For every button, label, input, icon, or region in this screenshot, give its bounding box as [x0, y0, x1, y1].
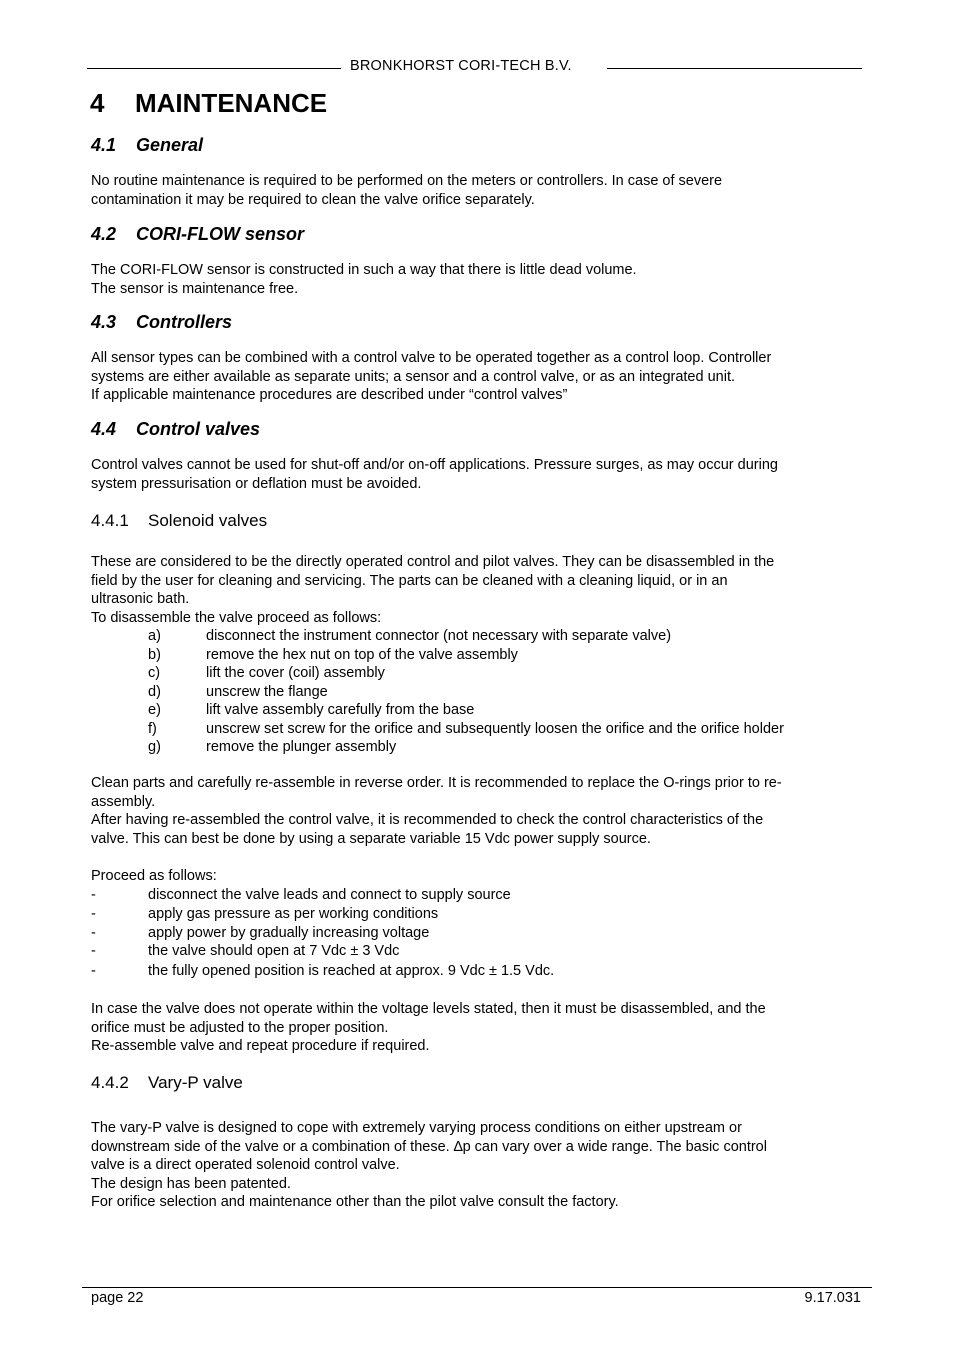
section-number: 4.3: [91, 312, 117, 332]
subsection-number: 4.4.2: [91, 1073, 129, 1092]
list-marker: -: [91, 905, 96, 922]
text-line: All sensor types can be combined with a control valve to be operated together as a control loop. Controller: [91, 350, 772, 366]
list-marker: -: [91, 963, 96, 980]
chapter-title-text: MAINTENANCE: [135, 88, 328, 118]
list-item: [148, 646, 784, 665]
text-line: contamination it may be required to clean the valve orifice separately.: [91, 191, 535, 208]
list-text: disconnect the valve leads and connect to supply source: [148, 887, 511, 903]
text-line: The sensor is maintenance free.: [91, 280, 299, 297]
list-item: [148, 683, 784, 702]
list-item: [148, 720, 784, 739]
subsection-title: Vary-P valve: [148, 1073, 243, 1092]
list-marker: -: [91, 924, 96, 941]
list-item: [148, 664, 784, 683]
list-text: lift valve assembly carefully from the base: [206, 702, 475, 718]
section-controllers-text: [91, 349, 861, 405]
disassembly-steps-list: [148, 627, 784, 757]
section-heading-cori-flow-sensor: [91, 224, 304, 245]
text-line: In case the valve does not operate within the voltage levels stated, then it must be disassembled, and the: [91, 1001, 766, 1017]
list-marker: d): [148, 683, 161, 700]
text-line: valve is a direct operated solenoid control valve.: [91, 1157, 400, 1173]
solenoid-reassembly-text: [91, 774, 861, 848]
section-title: Control valves: [136, 419, 261, 439]
list-text: the valve should open at 7 Vdc ± 3 Vdc: [148, 943, 400, 960]
header-rule-left: [87, 68, 341, 69]
list-text: remove the hex nut on top of the valve assembly: [206, 646, 518, 663]
subsection-heading-solenoid-valves: [91, 511, 267, 531]
text-line: For orifice selection and maintenance other than the pilot valve consult the factory.: [91, 1194, 619, 1210]
section-general-text: [91, 172, 861, 209]
section-number: 4.1: [91, 135, 117, 155]
text-line: If applicable maintenance procedures are described under “control valves”: [91, 387, 568, 403]
chapter-number: 4: [90, 88, 105, 118]
list-text: apply power by gradually increasing voltage: [148, 924, 430, 941]
list-item: [91, 962, 554, 982]
page-number: page 22: [91, 1290, 144, 1306]
section-title: General: [136, 135, 204, 155]
section-control-valves-text: [91, 456, 861, 493]
vary-p-text: [91, 1119, 861, 1212]
text-line: ultrasonic bath.: [91, 591, 190, 607]
text-line: Re-assemble valve and repeat procedure if required.: [91, 1038, 430, 1054]
text-line: assembly.: [91, 793, 156, 810]
list-item: [91, 942, 554, 962]
list-text: unscrew set screw for the orifice and subsequently loosen the orifice and the orifice holder: [206, 720, 784, 737]
list-item: [148, 738, 784, 757]
list-text: lift the cover (coil) assembly: [206, 665, 385, 681]
section-number: 4.4: [91, 419, 117, 439]
text-line: The CORI-FLOW sensor is constructed in such a way that there is little dead volume.: [91, 262, 637, 278]
section-title: CORI-FLOW sensor: [136, 224, 305, 244]
text-line: Proceed as follows:: [91, 868, 217, 884]
solenoid-closing-text: [91, 1000, 861, 1056]
chapter-title: [90, 88, 327, 119]
text-line: downstream side of the valve or a combination of these. ∆p can vary over a wide range. The basic control: [91, 1138, 767, 1155]
section-heading-controllers: [91, 312, 232, 333]
section-title: Controllers: [136, 312, 233, 332]
text-line: Clean parts and carefully re-assemble in reverse order. It is recommended to replace the O-rings prior to re-: [91, 775, 782, 791]
list-marker: e): [148, 702, 161, 718]
list-item: [91, 905, 554, 924]
list-text: disconnect the instrument connector (not necessary with separate valve): [206, 628, 672, 644]
section-number: 4.2: [91, 224, 117, 244]
text-line: valve. This can best be done by using a separate variable 15 Vdc power supply source.: [91, 830, 651, 847]
section-heading-control-valves: [91, 419, 260, 440]
list-text: unscrew the flange: [206, 683, 328, 700]
list-text: remove the plunger assembly: [206, 739, 397, 755]
section-heading-general: [91, 135, 203, 156]
proceed-label: [91, 867, 861, 886]
text-line: These are considered to be the directly operated control and pilot valves. They can be disassembled in the: [91, 554, 775, 570]
list-item: [91, 924, 554, 943]
list-marker: f): [148, 720, 157, 737]
footer-rule: [82, 1287, 872, 1288]
text-line: The vary-P valve is designed to cope with extremely varying process conditions on either upstream or: [91, 1120, 742, 1136]
subsection-number: 4.4.1: [91, 511, 129, 530]
list-item: [148, 627, 784, 646]
list-marker: -: [91, 943, 96, 960]
check-steps-list: [91, 886, 554, 982]
text-line: system pressurisation or deflation must be avoided.: [91, 475, 422, 492]
header-company: BRONKHORST CORI-TECH B.V.: [350, 58, 572, 74]
list-marker: g): [148, 739, 161, 755]
solenoid-intro-text: [91, 553, 861, 627]
text-line: After having re-assembled the control valve, it is recommended to check the control characteristics of the: [91, 812, 764, 828]
text-line: To disassemble the valve proceed as follows:: [91, 609, 382, 626]
list-text: apply gas pressure as per working conditions: [148, 905, 439, 922]
list-marker: b): [148, 646, 161, 663]
text-line: Control valves cannot be used for shut-off and/or on-off applications. Pressure surges, as may occur during: [91, 457, 778, 473]
text-line: field by the user for cleaning and servicing. The parts can be cleaned with a cleaning liquid, or in an: [91, 572, 728, 589]
document-number: 9.17.031: [804, 1290, 861, 1306]
header-rule-right: [607, 68, 862, 69]
list-marker: c): [148, 665, 161, 681]
list-marker: -: [91, 887, 96, 903]
list-text: the fully opened position is reached at approx. 9 Vdc ± 1.5 Vdc.: [148, 963, 555, 980]
subsection-heading-vary-p-valve: [91, 1073, 243, 1093]
text-line: No routine maintenance is required to be performed on the meters or controllers. In case of severe: [91, 173, 723, 189]
list-item: [148, 701, 784, 720]
list-item: [91, 886, 554, 905]
list-marker: a): [148, 628, 161, 644]
section-sensor-text: [91, 261, 861, 298]
text-line: The design has been patented.: [91, 1175, 291, 1192]
text-line: orifice must be adjusted to the proper position.: [91, 1019, 389, 1036]
text-line: systems are either available as separate units; a sensor and a control valve, or as an integrated unit.: [91, 368, 735, 385]
subsection-title: Solenoid valves: [148, 511, 268, 530]
